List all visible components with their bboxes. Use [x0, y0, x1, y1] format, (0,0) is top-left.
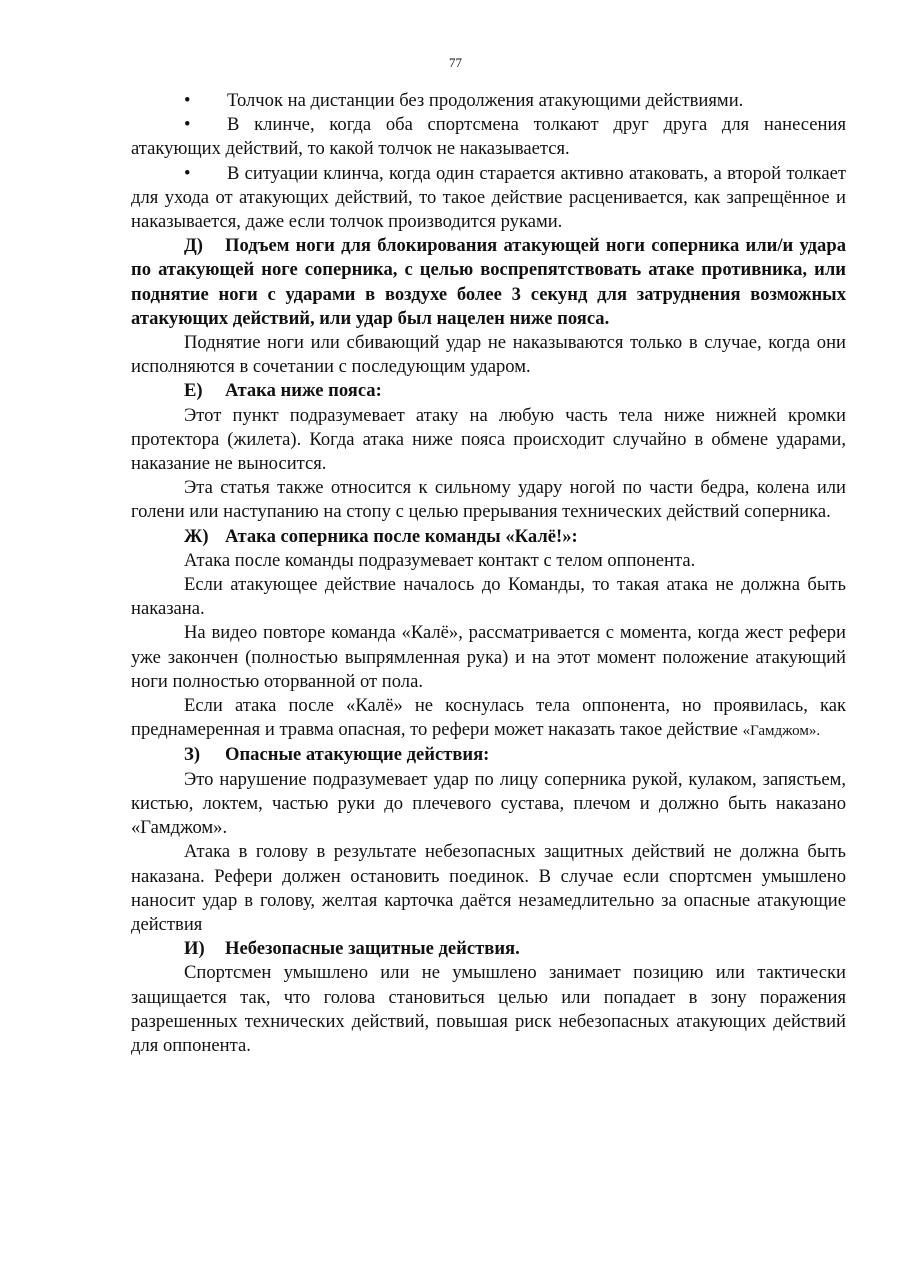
section-paragraph: [131, 694, 846, 743]
section-paragraph: Это нарушение подразумевает удар по лицу соперника рукой, кулаком, запястьем, кистью, локтем, частью руки до плечевого сустава, плечом и должно быть наказано «Гамджом».: [131, 768, 846, 839]
bullet-dot-icon: •: [184, 162, 191, 184]
section-title: Опасные атакующие действия:: [225, 744, 490, 766]
page-number: 77: [449, 55, 462, 70]
section-paragraph: Эта статья также относится к сильному удару ногой по части бедра, колена или голени или наступанию на стопу с целью прерывания технических действий соперника.: [131, 477, 846, 523]
section-heading-e: [131, 379, 846, 403]
section-heading-z: [131, 743, 846, 767]
bullet-dot-icon: •: [184, 114, 191, 136]
section-paragraph: Спортсмен умышлено или не умышлено занимает позицию или тактически защищается так, что голова становиться целью или попадает в зону поражения разрешенных технических действий, повышая риск небезопасных атакующих действий для оппонента.: [131, 962, 846, 1056]
section-letter: Ж): [184, 525, 209, 547]
section-title: Подъем ноги для блокирования атакующей ноги соперника или/и удара по атакующей ноге соперника, с целью воспрепятствовать атаке противника, или поднятие ноги с ударами в воздухе более 3 секунд для затруднения возможных атакующих действий, или удар был нацелен ниже пояса.: [131, 235, 846, 329]
section-paragraph: Поднятие ноги или сбивающий удар не наказываются только в случае, когда они исполняются в сочетании с последующим ударом.: [131, 332, 846, 378]
paragraph-text-small: «Гамджом».: [742, 723, 821, 740]
bullet-dot-icon: •: [184, 90, 191, 111]
section-paragraph: Атака после команды подразумевает контакт с телом оппонента.: [184, 549, 696, 571]
bullet-text: В ситуации клинча, когда один старается активно атаковать, а второй толкает для ухода от атакующих действий, то такое действие расценивается, как запрещённое и наказывается, даже если толчок производится руками.: [131, 162, 846, 233]
document-body: [131, 89, 846, 1058]
section-letter: Е): [184, 380, 203, 402]
section-paragraph: Этот пункт подразумевает атаку на любую часть тела ниже нижней кромки протектора (жилета). Когда атака ниже пояса происходит случайно в обмене ударами, наказание не выносится.: [131, 404, 846, 475]
bullet-item: [131, 113, 846, 161]
bullet-item: [131, 89, 846, 113]
section-paragraph: Атака в голову в результате небезопасных защитных действий не должна быть наказана. Рефери должен остановить поединок. В случае если спортсмен умышлено наносит удар в голову, желтая карточка даётся незамедлительно за опасные атакующие действия: [131, 841, 846, 935]
section-title: Атака ниже пояса:: [225, 380, 382, 402]
section-title: Атака соперника после команды «Калё!»:: [225, 525, 578, 547]
section-heading-d: [131, 234, 846, 331]
section-paragraph: Если атакующее действие началось до Команды, то такая атака не должна быть наказана.: [131, 574, 846, 620]
bullet-item: [131, 162, 846, 235]
bullet-text: Толчок на дистанции без продолжения атакующими действиями.: [227, 90, 744, 111]
section-letter: Д): [184, 235, 203, 257]
section-title: Небезопасные защитные действия.: [225, 938, 520, 960]
bullet-text: В клинче, когда оба спортсмена толкают друг друга для нанесения атакующих действий, то какой толчок не наказывается.: [131, 114, 846, 160]
paragraph-text: Если атака после «Калё» не коснулась тела оппонента, но проявилась, как преднамеренная и травма опасная, то рефери может наказать такое действие: [131, 695, 846, 741]
section-heading-i: [131, 937, 846, 961]
section-paragraph: На видео повторе команда «Калё», рассматривается с момента, когда жест рефери уже закончен (полностью выпрямленная рука) и на этот момент положение атакующий ноги полностью оторванной от пола.: [131, 622, 846, 692]
section-letter: И): [184, 938, 205, 960]
section-heading-zh: [131, 525, 846, 549]
section-letter: З): [184, 744, 201, 766]
